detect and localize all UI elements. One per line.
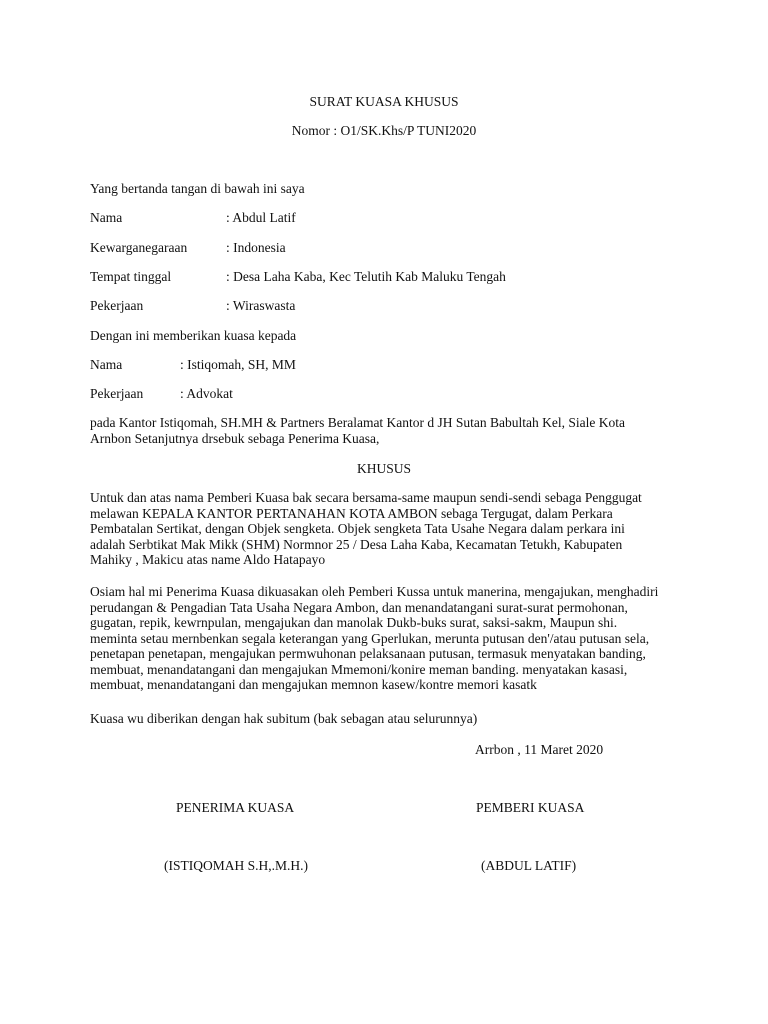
place-date: Arrbon , 11 Maret 2020 [475,742,604,757]
paragraph-line: perudangan & Pengadian Tata Usaha Negara Ambon, dan menandatangani surat-surat permohonan, [90,599,628,615]
grantee-signature-label: PENERIMA KUASA [176,800,295,815]
paragraph-line: membuat, menandatangani dan mengajukan Mmemoni/konire meman banding. menyatakan kasasi, [90,661,628,677]
grantee-occupation-value: : Advokat [180,386,233,401]
paragraph-line: meminta setau mernbenkan segala keterangan yang Gperlukan, merunta putusan den'/atau putusan sela, [90,630,650,646]
grantor-citizenship-value: : Indonesia [226,240,286,255]
grantor-signature-label: PEMBERI KUASA [476,800,585,815]
grantor-occupation-value: : Wiraswasta [226,298,296,313]
grantor-signature-name: (ABDUL LATIF) [481,858,577,873]
grantor-citizenship-label: Kewarganegaraan [90,240,188,255]
paragraph-line: Mahiky , Makicu atas name Aldo Hatapayo [90,552,326,567]
office-paragraph [90,415,690,446]
grantee-name-label: Nama [90,357,123,372]
khusus-heading: KHUSUS [356,461,411,476]
grantor-occupation-label: Pekerjaan [90,298,144,313]
grantee-name-value: : Istiqomah, SH, MM [180,357,296,372]
paragraph-2 [90,584,690,693]
paragraph-line: pada Kantor Istiqomah, SH.MH & Partners Beralamat Kantor d JH Sutan Babultah Kel, Siale Kota [90,415,626,430]
paragraph-line: gugatan, repik, kewrnpulan, mengajukan dan manolak Dukb-buks surat, saksi-sakm, Maupun shi. [90,615,618,630]
document-number: Nomor : O1/SK.Khs/P TUNI2020 [291,123,477,138]
paragraph-line: Osiam hal mi Penerima Kuasa dikuasakan oleh Pemberi Kussa untuk manerina, mengajukan, menghadiri [90,584,659,599]
paragraph-line: membuat, menandatangani dan mengajukan memnon kasew/kontre memori kasatk [90,677,537,692]
paragraph-line: Arnbon Setanjutnya drsebuk sebaga Penerima Kuasa, [90,430,380,446]
grantor-residence-label: Tempat tinggal [90,269,172,284]
grantor-residence-value: : Desa Laha Kaba, Kec Telutih Kab Maluku Tengah [226,269,506,284]
paragraph-1 [90,490,690,568]
paragraph-line: melawan KEPALA KANTOR PERTANAHAN KOTA AMBON sebaga Tergugat, dalam Perkara [90,505,613,521]
grantee-signature-name: (ISTIQOMAH S.H,.M.H.) [164,858,308,873]
intro-text: Yang bertanda tangan di bawah ini saya [90,181,305,196]
document-title: SURAT KUASA KHUSUS [309,94,459,109]
grantee-occupation-label: Pekerjaan [90,386,144,401]
paragraph-3: Kuasa wu diberikan dengan hak subitum (bak sebagan atau selurunnya) [90,711,478,726]
grantor-name-value: : Abdul Latif [226,210,296,225]
paragraph-line: Pembatalan Sertikat, dengan Objek sengketa. Objek sengketa Tata Usahe Negara dalam perkara ini [90,521,625,536]
paragraph-line: Untuk dan atas nama Pemberi Kuasa bak secara bersama-same maupun sendi-sendi sebaga Penggugat [90,490,642,505]
paragraph-line: penetapan penetapan, mengajukan permwuhonan pelaksanaan putusan, termasuk menyatakan banding, [90,646,646,661]
grantor-name-label: Nama [90,210,123,225]
paragraph-line: adalah Serbtikat Mak Mikk (SHM) Normnor 25 / Desa Laha Kaba, Kecamatan Tetukh, Kabupaten [90,536,623,552]
grant-intro-text: Dengan ini memberikan kuasa kepada [90,328,297,343]
